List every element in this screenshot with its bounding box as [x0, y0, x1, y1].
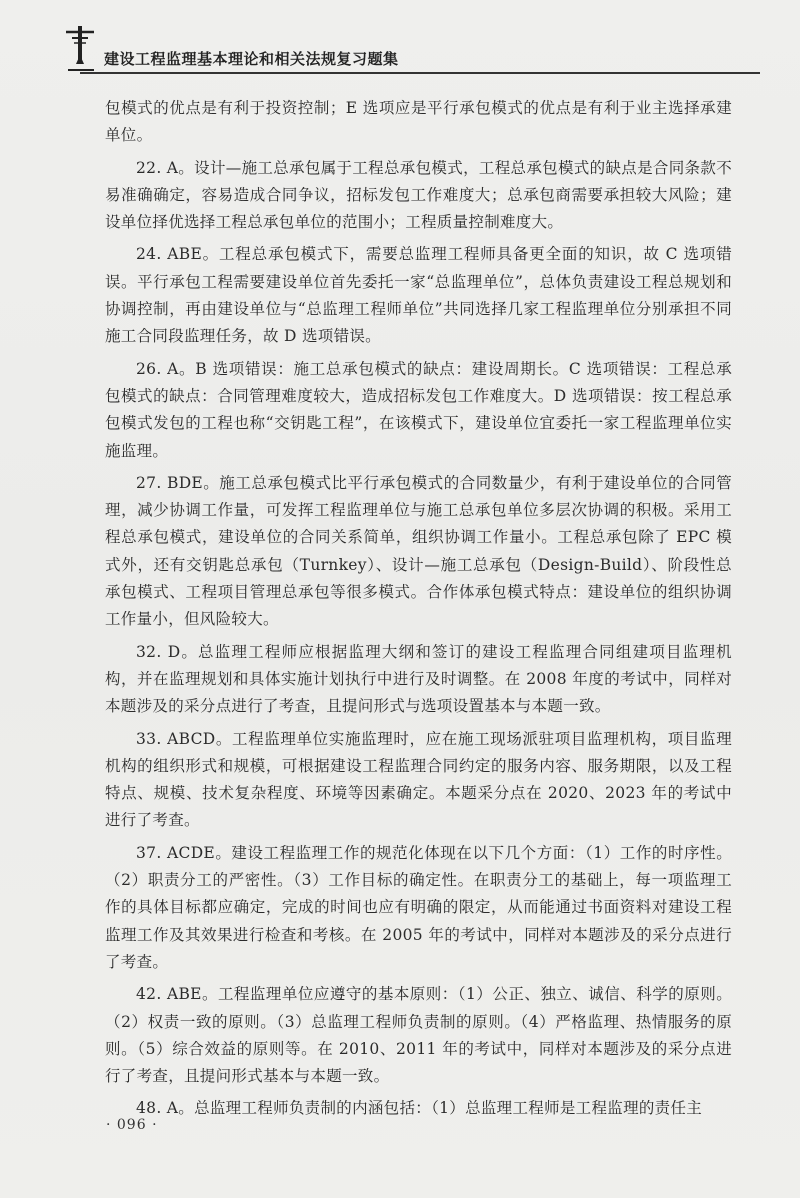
paragraph: 24. ABE。工程总承包模式下，需要总监理工程师具备更全面的知识，故 C 选项错误。平行承包工程需要建设单位首先委托一家“总监理单位”，总体负责建设工程总规划和协调控制，再由建设单位与“总监理工程师单位”共同选择几家工程监理单位分别承担不同施工合同段监理任务，故 D 选项错误。: [105, 245, 732, 346]
paragraph: 33. ABCD。工程监理单位实施监理时，应在施工现场派驻项目监理机构，项目监理机构的组织形式和规模，可根据建设工程监理合同约定的服务内容、服务期限，以及工程特点、规模、技术复杂程度、环境等因素确定。本题采分点在 2020、2023 年的考试中进行了考查。: [105, 729, 732, 830]
crane-logo-icon: [60, 22, 100, 78]
paragraph: 37. ACDE。建设工程监理工作的规范化体现在以下几个方面：（1）工作的时序性。（2）职责分工的严密性。（3）工作目标的确定性。在职责分工的基础上，每一项监理工作的具体目标都应确定，完成的时间也应有明确的限定，从而能通过书面资料对建设工程监理工作及其效果进行检查和考核。在 2005 年的考试中，同样对本题涉及的采分点进行了考查。: [105, 843, 732, 971]
paragraph: 42. ABE。工程监理单位应遵守的基本原则：（1）公正、独立、诚信、科学的原则。（2）权责一致的原则。（3）总监理工程师负责制的原则。（4）严格监理、热情服务的原则。（5）综合效益的原则等。在 2010、2011 年的考试中，同样对本题涉及的采分点进行了考查，且提问形式基本与本题一致。: [105, 985, 732, 1086]
paragraph: 26. A。B 选项错误：施工总承包模式的缺点：建设周期长。C 选项错误：工程总承包模式的缺点：合同管理难度较大，造成招标发包工作难度大。D 选项错误：按工程总承包模式发包的工程也称“交钥匙工程”，在该模式下，建设单位宜委托一家工程监理单位实施监理。: [105, 359, 732, 460]
paragraph: 27. BDE。施工总承包模式比平行承包模式的合同数量少，有利于建设单位的合同管理，减少协调工作量，可发挥工程监理单位与施工总承包单位多层次协调的积极。采用工程总承包模式，建设单位的合同关系简单，组织协调工作量小。工程总承包除了 EPC 模式外，还有交钥匙总承包（Turnkey）、设计—施工总承包（Design-Build）、阶段性总承包模式、工程项目管理总承包等很多模式。合作体承包模式特点：建设单位的组织协调工作量小，但风险较大。: [105, 473, 732, 629]
page-number: · 096 ·: [106, 1117, 158, 1133]
paragraph: 包模式的优点是有利于投资控制；E 选项应是平行承包模式的优点是有利于业主选择承建单位。: [105, 99, 732, 145]
header-title: 建设工程监理基本理论和相关法规复习题集: [104, 50, 399, 68]
header-divider: [80, 72, 760, 74]
paragraph: 48. A。总监理工程师负责制的内涵包括：（1）总监理工程师是工程监理的责任主: [136, 1099, 703, 1118]
answer-text: [105, 95, 732, 1128]
paragraph: 32. D。总监理工程师应根据监理大纲和签订的建设工程监理合同组建项目监理机构，并在监理规划和具体实施计划执行中进行及时调整。在 2008 年度的考试中，同样对本题涉及的采分点进行了考查，且提问形式与选项设置基本与本题一致。: [105, 642, 732, 716]
paragraph: 22. A。设计—施工总承包属于工程总承包模式，工程总承包模式的缺点是合同条款不易准确确定，容易造成合同争议，招标发包工作难度大；总承包商需要承担较大风险；建设单位择优选择工程总承包单位的范围小；工程质量控制难度大。: [105, 158, 732, 232]
running-header: [60, 22, 760, 82]
